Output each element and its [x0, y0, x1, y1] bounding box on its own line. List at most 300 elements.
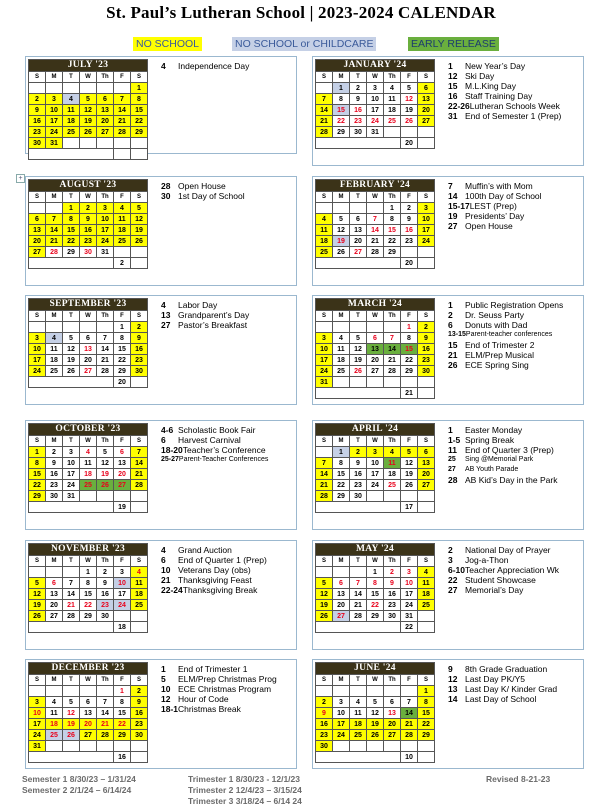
day-cell: 29 [80, 611, 97, 622]
event-date: 25 [448, 456, 456, 463]
day-cell: 23 [350, 116, 367, 127]
day-cell: 15 [401, 344, 418, 355]
month-name: APRIL '24 [316, 424, 435, 436]
day-cell: 4 [350, 697, 367, 708]
day-cell: 22 [63, 236, 80, 247]
day-cell: 16 [384, 589, 401, 600]
day-cell: 24 [367, 480, 384, 491]
day-cell: 21 [350, 600, 367, 611]
event-item [161, 694, 296, 704]
day-cell [384, 377, 401, 388]
weekday-header: T [63, 436, 80, 447]
day-cell: 9 [131, 697, 148, 708]
day-cell: 3 [316, 333, 333, 344]
day-cell: 11 [131, 578, 148, 589]
table-move-handle-icon[interactable]: + [16, 174, 25, 183]
day-cell: 14 [46, 225, 63, 236]
day-cell: 5 [97, 447, 114, 458]
day-cell: 16 [418, 344, 435, 355]
weekday-header: M [333, 556, 350, 567]
weekday-header: S [29, 556, 46, 567]
day-cell [367, 741, 384, 752]
event-item [448, 310, 583, 320]
event-item [448, 340, 583, 350]
day-cell: 2 [350, 83, 367, 94]
month-name: DECEMBER '23 [29, 663, 148, 675]
days-count [114, 149, 131, 160]
day-cell: 11 [384, 458, 401, 469]
month-panel-may [312, 540, 584, 650]
day-cell [97, 686, 114, 697]
day-cell: 21 [114, 116, 131, 127]
event-text: Grandparent’s Day [178, 310, 250, 320]
day-cell: 7 [350, 578, 367, 589]
day-cell: 15 [367, 589, 384, 600]
event-item [448, 684, 583, 694]
weekday-header: T [350, 436, 367, 447]
day-cell: 25 [46, 366, 63, 377]
day-cell: 18 [384, 105, 401, 116]
day-cell: 18 [46, 355, 63, 366]
event-text: End of Quarter 1 (Prep) [178, 555, 267, 565]
month-calendar [315, 298, 435, 399]
weekday-header: T [350, 72, 367, 83]
month-name: JANUARY '24 [316, 60, 435, 72]
day-cell [316, 752, 401, 763]
day-cell: 25 [333, 366, 350, 377]
day-cell: 20 [367, 355, 384, 366]
month-calendar [28, 423, 148, 513]
event-item [161, 684, 296, 694]
event-item [161, 425, 296, 435]
month-name: FEBRUARY '24 [316, 180, 435, 192]
day-cell: 3 [333, 697, 350, 708]
day-cell: 16 [29, 116, 46, 127]
weekday-header: Th [384, 72, 401, 83]
event-text: Memorial’s Day [465, 585, 524, 595]
weekday-header: S [131, 311, 148, 322]
day-cell [316, 322, 333, 333]
day-cell: 26 [350, 366, 367, 377]
event-date: 10 [161, 684, 171, 694]
day-cell: 20 [29, 236, 46, 247]
day-cell: 9 [384, 578, 401, 589]
day-cell: 18 [333, 355, 350, 366]
day-cell: 2 [418, 322, 435, 333]
weekday-header: W [367, 556, 384, 567]
day-cell: 29 [367, 611, 384, 622]
day-cell: 4 [63, 94, 80, 105]
weekday-header: S [131, 556, 148, 567]
weekday-header: Th [384, 311, 401, 322]
day-cell [384, 127, 401, 138]
day-cell: 10 [29, 708, 46, 719]
day-cell: 10 [316, 344, 333, 355]
day-cell [367, 686, 384, 697]
day-cell: 20 [114, 469, 131, 480]
day-cell: 24 [29, 730, 46, 741]
day-cell: 11 [46, 708, 63, 719]
day-cell: 19 [350, 355, 367, 366]
day-cell: 24 [418, 236, 435, 247]
days-count: 20 [401, 258, 418, 269]
event-item [448, 425, 583, 435]
day-cell: 22 [367, 600, 384, 611]
day-cell: 13 [333, 589, 350, 600]
event-item [448, 545, 583, 555]
day-cell: 3 [367, 447, 384, 458]
event-date: 19 [448, 211, 458, 221]
day-cell: 9 [316, 708, 333, 719]
day-cell [418, 377, 435, 388]
day-cell [63, 322, 80, 333]
day-cell: 13 [80, 344, 97, 355]
day-cell: 9 [350, 458, 367, 469]
day-cell: 17 [46, 116, 63, 127]
day-cell: 8 [29, 458, 46, 469]
day-cell: 22 [333, 116, 350, 127]
day-cell [418, 752, 435, 763]
day-cell: 9 [350, 94, 367, 105]
event-text: Last Day of School [465, 694, 537, 704]
month-events [448, 181, 583, 231]
month-calendar [28, 543, 148, 633]
event-item [448, 360, 583, 370]
day-cell: 13 [418, 94, 435, 105]
month-panel-october [25, 420, 297, 530]
day-cell: 27 [418, 480, 435, 491]
day-cell: 22 [80, 600, 97, 611]
day-cell [131, 752, 148, 763]
day-cell: 23 [131, 355, 148, 366]
day-cell [97, 83, 114, 94]
day-cell: 8 [114, 333, 131, 344]
day-cell [63, 83, 80, 94]
day-cell: 10 [63, 458, 80, 469]
event-text: Sing @Memorial Park [465, 456, 534, 463]
day-cell: 6 [367, 333, 384, 344]
day-cell [80, 83, 97, 94]
event-text: LEST (Prep) [469, 201, 517, 211]
day-cell: 19 [131, 225, 148, 236]
weekday-header: M [333, 436, 350, 447]
day-cell: 28 [131, 480, 148, 491]
weekday-header: T [350, 556, 367, 567]
day-cell: 16 [131, 344, 148, 355]
day-cell: 14 [401, 708, 418, 719]
event-item [448, 330, 583, 340]
day-cell [418, 611, 435, 622]
weekday-header: F [114, 72, 131, 83]
day-cell: 14 [350, 589, 367, 600]
weekday-header: W [80, 311, 97, 322]
event-item [448, 664, 583, 674]
day-cell: 3 [114, 567, 131, 578]
day-cell [333, 686, 350, 697]
day-cell: 6 [418, 83, 435, 94]
day-cell: 2 [131, 686, 148, 697]
day-cell: 23 [46, 480, 63, 491]
event-item [448, 445, 583, 455]
month-events [448, 61, 583, 121]
day-cell: 10 [367, 94, 384, 105]
day-cell: 2 [401, 203, 418, 214]
weekday-header: Th [97, 675, 114, 686]
day-cell: 17 [316, 355, 333, 366]
day-cell: 30 [316, 741, 333, 752]
day-cell: 8 [114, 697, 131, 708]
day-cell [384, 491, 401, 502]
event-date: 13 [161, 310, 171, 320]
day-cell: 29 [114, 366, 131, 377]
day-cell: 23 [29, 127, 46, 138]
day-cell: 5 [63, 333, 80, 344]
footer-revised: Revised 8-21-23 [486, 774, 551, 784]
day-cell: 27 [367, 366, 384, 377]
month-panel-june [312, 659, 584, 769]
day-cell: 28 [384, 366, 401, 377]
day-cell: 29 [384, 247, 401, 258]
event-text: End of Trimester 1 [178, 664, 248, 674]
day-cell: 29 [333, 491, 350, 502]
day-cell [63, 138, 80, 149]
day-cell: 8 [131, 94, 148, 105]
day-cell: 17 [29, 719, 46, 730]
weekday-header: M [46, 72, 63, 83]
day-cell: 7 [316, 94, 333, 105]
month-events [448, 664, 583, 704]
event-item [161, 61, 296, 71]
day-cell: 13 [367, 344, 384, 355]
weekday-header: M [46, 436, 63, 447]
month-events [448, 545, 583, 595]
weekday-header: M [333, 675, 350, 686]
month-panel-march [312, 295, 584, 405]
event-date: 4-6 [161, 425, 174, 435]
day-cell: 8 [80, 578, 97, 589]
weekday-header: M [333, 72, 350, 83]
day-cell: 21 [46, 236, 63, 247]
day-cell: 27 [333, 611, 350, 622]
day-cell [418, 491, 435, 502]
event-text: M.L.King Day [465, 81, 517, 91]
days-count: 20 [114, 377, 131, 388]
event-date: 14 [448, 191, 458, 201]
event-date: 1 [448, 300, 453, 310]
event-item [448, 191, 583, 201]
event-item [161, 575, 296, 585]
event-item [448, 211, 583, 221]
day-cell: 1 [114, 686, 131, 697]
day-cell [131, 491, 148, 502]
month-events [161, 425, 296, 465]
weekday-header: F [114, 192, 131, 203]
event-date: 7 [448, 181, 453, 191]
event-text: ECE Christmas Program [178, 684, 272, 694]
legend-early-release: EARLY RELEASE [408, 37, 499, 51]
day-cell [131, 258, 148, 269]
month-events [448, 300, 583, 370]
event-item [161, 455, 296, 465]
day-cell: 8 [401, 333, 418, 344]
days-count: 20 [401, 138, 418, 149]
day-cell: 29 [29, 491, 46, 502]
day-cell: 11 [63, 105, 80, 116]
day-cell: 1 [80, 567, 97, 578]
day-cell: 16 [131, 708, 148, 719]
day-cell: 23 [384, 600, 401, 611]
month-panel-december [25, 659, 297, 769]
day-cell: 6 [418, 447, 435, 458]
month-name: NOVEMBER '23 [29, 544, 148, 556]
event-text: Parent-teacher conferences [465, 331, 553, 338]
event-date: 6 [161, 555, 166, 565]
month-events [161, 545, 296, 595]
day-cell: 7 [63, 578, 80, 589]
day-cell: 6 [114, 447, 131, 458]
event-item [448, 674, 583, 684]
day-cell: 6 [29, 214, 46, 225]
days-count: 16 [114, 752, 131, 763]
day-cell: 9 [418, 333, 435, 344]
day-cell: 30 [418, 366, 435, 377]
event-text: Labor Day [178, 300, 218, 310]
day-cell: 7 [97, 333, 114, 344]
weekday-header: S [131, 436, 148, 447]
day-cell [316, 567, 333, 578]
day-cell [63, 686, 80, 697]
day-cell: 27 [114, 480, 131, 491]
month-panel-january [312, 56, 584, 166]
day-cell: 24 [114, 600, 131, 611]
day-cell: 25 [46, 730, 63, 741]
day-cell: 15 [80, 589, 97, 600]
event-date: 28 [161, 181, 171, 191]
day-cell: 21 [97, 355, 114, 366]
day-cell: 8 [384, 214, 401, 225]
weekday-header: T [63, 311, 80, 322]
event-item [161, 664, 296, 674]
weekday-header: W [367, 311, 384, 322]
day-cell: 27 [80, 366, 97, 377]
day-cell: 25 [350, 730, 367, 741]
day-cell: 25 [384, 116, 401, 127]
day-cell [114, 247, 131, 258]
day-cell: 31 [401, 611, 418, 622]
day-cell: 30 [29, 138, 46, 149]
month-calendar [28, 662, 148, 763]
weekday-header: F [401, 72, 418, 83]
weekday-header: Th [97, 556, 114, 567]
day-cell: 29 [63, 247, 80, 258]
event-text: 1st Day of School [178, 191, 245, 201]
event-date: 22-26 [448, 101, 470, 111]
day-cell: 31 [316, 377, 333, 388]
event-date: 12 [448, 674, 458, 684]
event-text: Hour of Code [178, 694, 229, 704]
day-cell: 26 [367, 730, 384, 741]
day-cell: 13 [97, 105, 114, 116]
event-text: Muffin’s with Mom [465, 181, 533, 191]
event-date: 9 [448, 664, 453, 674]
event-date: 4 [161, 61, 166, 71]
day-cell: 19 [401, 469, 418, 480]
day-cell: 3 [367, 83, 384, 94]
day-cell: 14 [367, 225, 384, 236]
day-cell: 2 [80, 203, 97, 214]
day-cell: 4 [418, 567, 435, 578]
footer-trimester-2: Trimester 2 12/4/23 – 3/15/24 [188, 785, 302, 795]
day-cell: 10 [46, 105, 63, 116]
day-cell: 21 [384, 355, 401, 366]
day-cell: 15 [333, 469, 350, 480]
weekday-header: S [316, 556, 333, 567]
event-date: 15 [448, 340, 458, 350]
day-cell: 21 [401, 719, 418, 730]
month-calendar [315, 59, 435, 149]
event-text: 8th Grade Graduation [465, 664, 548, 674]
day-cell [80, 686, 97, 697]
day-cell [29, 203, 46, 214]
day-cell: 12 [63, 708, 80, 719]
event-date: 3 [448, 555, 453, 565]
weekday-header: S [316, 72, 333, 83]
weekday-header: T [63, 192, 80, 203]
day-cell: 3 [29, 333, 46, 344]
weekday-header: Th [384, 192, 401, 203]
month-events [161, 664, 296, 714]
day-cell: 31 [367, 127, 384, 138]
day-cell: 16 [97, 589, 114, 600]
weekday-header: T [63, 675, 80, 686]
day-cell: 2 [97, 567, 114, 578]
event-item [448, 111, 583, 121]
day-cell [80, 138, 97, 149]
event-text: Open House [178, 181, 226, 191]
day-cell [114, 741, 131, 752]
day-cell: 1 [367, 567, 384, 578]
month-panel-september [25, 295, 297, 405]
day-cell: 26 [401, 116, 418, 127]
day-cell [367, 377, 384, 388]
weekday-header: F [114, 556, 131, 567]
weekday-header: F [401, 556, 418, 567]
day-cell: 20 [350, 236, 367, 247]
day-cell [418, 138, 435, 149]
month-name: AUGUST '23 [29, 180, 148, 192]
event-text: Lutheran Schools Week [469, 101, 560, 111]
weekday-header: W [367, 192, 384, 203]
day-cell: 20 [418, 105, 435, 116]
event-item [161, 445, 296, 455]
day-cell: 5 [80, 94, 97, 105]
weekday-header: W [80, 436, 97, 447]
day-cell: 12 [97, 458, 114, 469]
day-cell: 2 [384, 567, 401, 578]
day-cell: 7 [46, 214, 63, 225]
day-cell: 7 [367, 214, 384, 225]
day-cell [29, 752, 114, 763]
weekday-header: W [80, 675, 97, 686]
day-cell: 25 [131, 600, 148, 611]
weekday-header: Th [97, 192, 114, 203]
event-text: Student Showcase [465, 575, 536, 585]
event-date: 6 [161, 435, 166, 445]
day-cell: 25 [114, 236, 131, 247]
day-cell: 28 [316, 127, 333, 138]
day-cell: 17 [97, 225, 114, 236]
weekday-header: W [80, 72, 97, 83]
